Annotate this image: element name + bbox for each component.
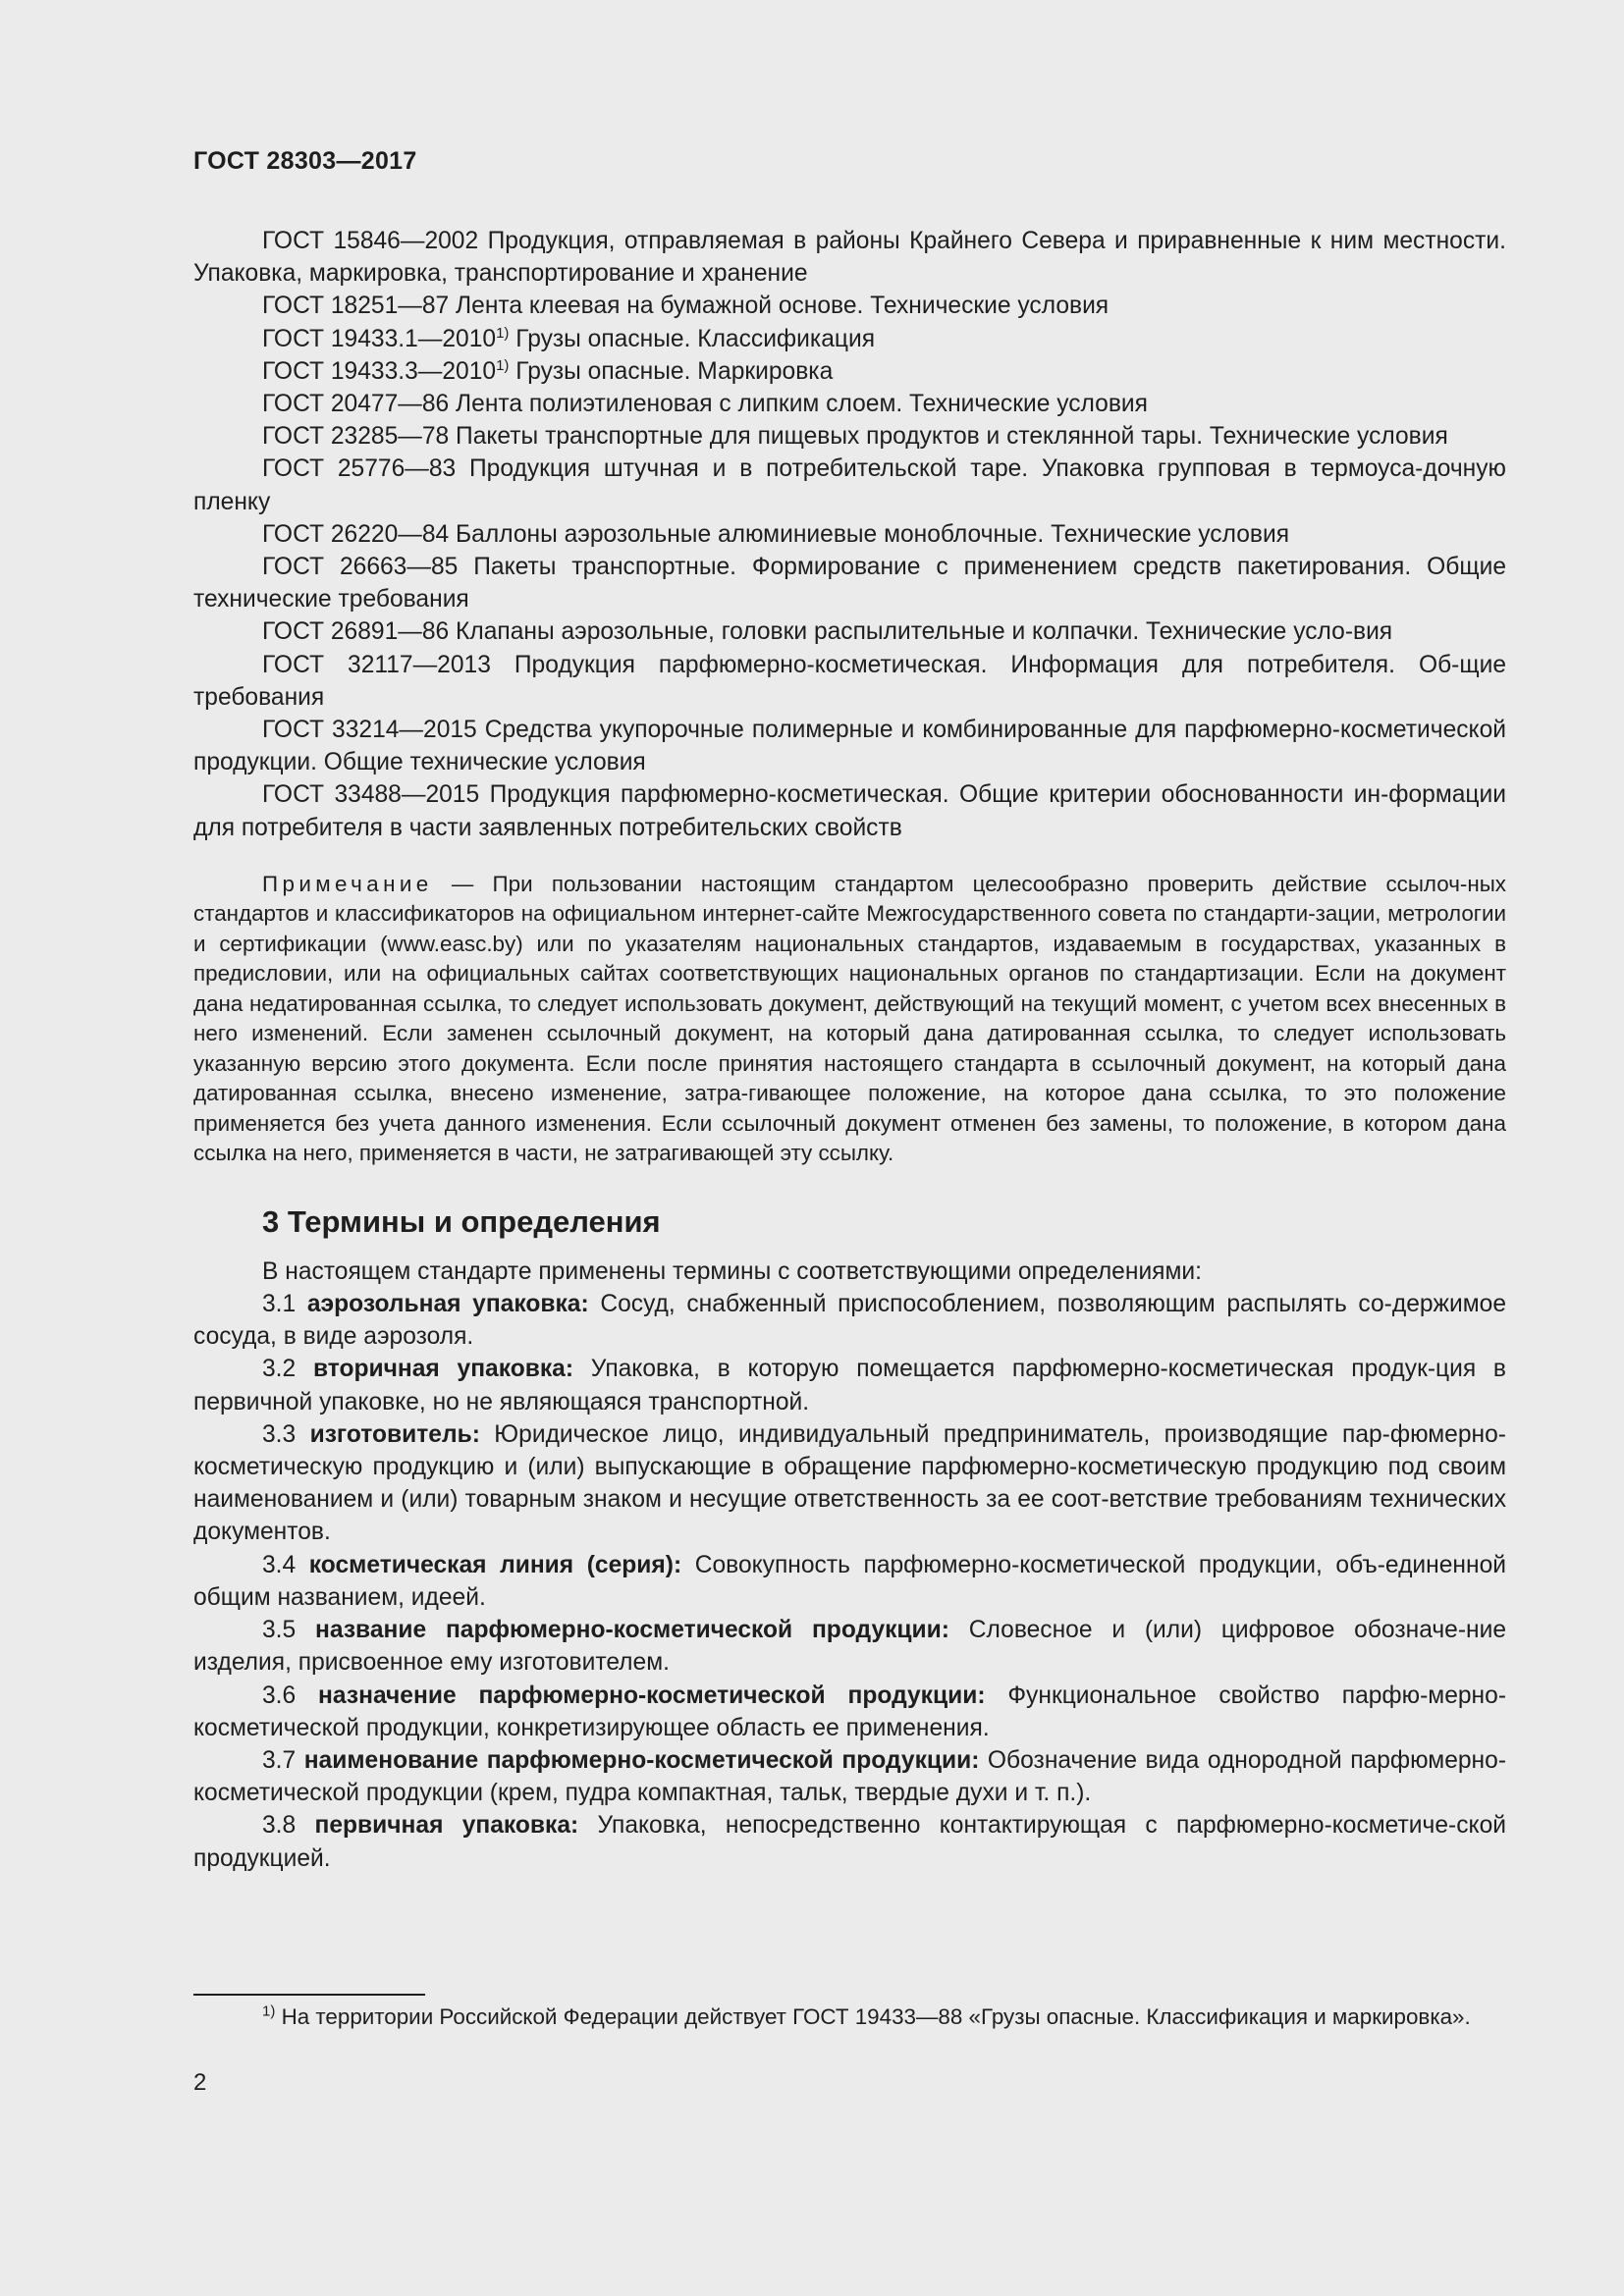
definitions-list (193, 1255, 1506, 1875)
footnote-marker: 1) (496, 356, 510, 374)
term: изготовитель: (309, 1420, 480, 1448)
term: наименование парфюмерно-косметической продукции: (303, 1746, 980, 1774)
footnote-marker: 1) (262, 2002, 276, 2020)
section-intro: В настоящем стандарте применены термины с соответствующими определениями: (262, 1257, 1202, 1285)
reference-item: ГОСТ 33214—2015 Средства укупорочные полимерные и комбинированные для парфюмерно-косметической продукции. Общие технические условия (193, 717, 1506, 776)
reference-item: ГОСТ 18251—87 Лента клеевая на бумажной основе. Технические условия (262, 293, 1110, 320)
term: косметическая линия (серия): (308, 1551, 682, 1578)
footnote: $^{1)}$ На территории Российской Федерации действует ГОСТ 19433—88 «Грузы опасные. Классификация и маркировка». (262, 2002, 1471, 2029)
document-body (193, 225, 1506, 1875)
reference-item: ГОСТ 19433.3—2010$^{1)}$ Грузы опасные. Маркировка (262, 356, 834, 385)
definition-item: 3.7 наименование парфюмерно-косметической продукции: Обозначение вида однородной парфюмерно-косметической продукции (крем, пудра компактная, тальк, твердые духи и т. п.). (193, 1746, 1507, 1807)
term: первичная упаковка: (314, 1812, 579, 1840)
term: аэрозольная упаковка: (306, 1291, 589, 1318)
definition-item: 3.2 вторичная упаковка: Упаковка, в которую помещается парфюмерно-косметическая продук-ция в первичной упаковке, но не являющаяся транспортной. (193, 1356, 1506, 1415)
definition-item: 3.1 аэрозольная упаковка: Сосуд, снабженный приспособлением, позволяющим распылять со-держимое сосуда, в виде аэрозоля. (193, 1291, 1507, 1351)
page-header: ГОСТ 28303—2017 (193, 147, 417, 175)
page-number: 2 (193, 2069, 207, 2096)
definition-item: 3.5 название парфюмерно-косметической продукции: Словесное и (или) цифровое обозначе-ние изделия, присвоенное ему изготовителем. (193, 1617, 1507, 1677)
reference-item: ГОСТ 33488—2015 Продукция парфюмерно-косметическая. Общие критерии обоснованности ин-формации для потребителя в части заявленных потребительских свойств (193, 781, 1506, 841)
normative-references (193, 225, 1506, 844)
section-title: 3 Термины и определения (262, 1203, 661, 1239)
definition-item: 3.3 изготовитель: Юридическое лицо, индивидуальный предприниматель, производящие пар-фюмерно-косметическую продукцию и (или) выпускающие в обращение парфюмерно-косметическую продукцию под своим наименованием и (или) товарным знаком и несущие ответственность за ее соот-ветствие требованиям технических документов. (193, 1420, 1506, 1546)
reference-item: ГОСТ 15846—2002 Продукция, отправляемая в районы Крайнего Севера и приравненные к ним местности. Упаковка, маркировка, транспортирование и хранение (193, 228, 1506, 288)
footnote-divider (193, 1994, 425, 1996)
reference-item: ГОСТ 26663—85 Пакеты транспортные. Формирование с применением средств пакетирования. Общие технические требования (193, 554, 1506, 614)
term: вторичная упаковка: (312, 1356, 574, 1383)
note-label: Примечание (262, 871, 433, 896)
definition-item: 3.6 назначение парфюмерно-косметической продукции: Функциональное свойство парфю-мерно-косметической продукции, конкретизирующее область ее применения. (193, 1682, 1507, 1741)
reference-item: ГОСТ 32117—2013 Продукция парфюмерно-косметическая. Информация для потребителя. Об-щие требования (193, 651, 1506, 711)
reference-item: ГОСТ 26220—84 Баллоны аэрозольные алюминиевые моноблочные. Технические условия (262, 520, 1290, 548)
reference-item: ГОСТ 20477—86 Лента полиэтиленовая с липким слоем. Технические условия (262, 391, 1148, 418)
reference-item: ГОСТ 26891—86 Клапаны аэрозольные, головки распылительные и колпачки. Технические усло-вия (262, 618, 1393, 646)
note-paragraph: Примечание — При пользовании настоящим стандартом целесообразно проверить действие ссылоч-ных стандартов и классификаторов на официальном интернет-сайте Межгосударственного совета по стандарти-зации, метрологии и сертификации (www.easc.by) или по указателям национальных стандартов, издаваемым в государствах, указанных в предисловии, или на официальных сайтах соответствующих национальных органов по стандартизации. Если на документ дана недатированная ссылка, то следует использовать документ, действующий на текущий момент, с учетом всех внесенных в него изменений. Если заменен ссылочный документ, на который дана датированная ссылка, то следует использовать указанную версию этого документа. Если после принятия настоящего стандарта в ссылочный документ, на который дана датированная ссылка, внесено изменение, затра-гивающее положение, на которое дана ссылка, то это положение применяется без учета данного изменения. Если ссылочный документ отменен без замены, то положение, в котором дана ссылка на него, применяется в части, не затрагивающей эту ссылку. (193, 871, 1506, 1166)
term: назначение парфюмерно-косметической продукции: (318, 1682, 986, 1709)
definition-item: 3.8 первичная упаковка: Упаковка, непосредственно контактирующая с парфюмерно-косметиче-ской продукцией. (193, 1812, 1506, 1872)
definition-item: 3.4 косметическая линия (серия): Совокупность парфюмерно-косметической продукции, объ-единенной общим названием, идеей. (193, 1551, 1506, 1611)
reference-item: ГОСТ 25776—83 Продукция штучная и в потребительской таре. Упаковка групповая в термоуса-дочную пленку (193, 455, 1506, 515)
footnote-marker: 1) (496, 324, 510, 342)
reference-item: ГОСТ 19433.1—2010$^{1)}$ Грузы опасные. Классификация (262, 324, 876, 352)
term: название парфюмерно-косметической продукции: (314, 1617, 949, 1644)
reference-item: ГОСТ 23285—78 Пакеты транспортные для пищевых продуктов и стеклянной тары. Технические условия (262, 423, 1448, 451)
